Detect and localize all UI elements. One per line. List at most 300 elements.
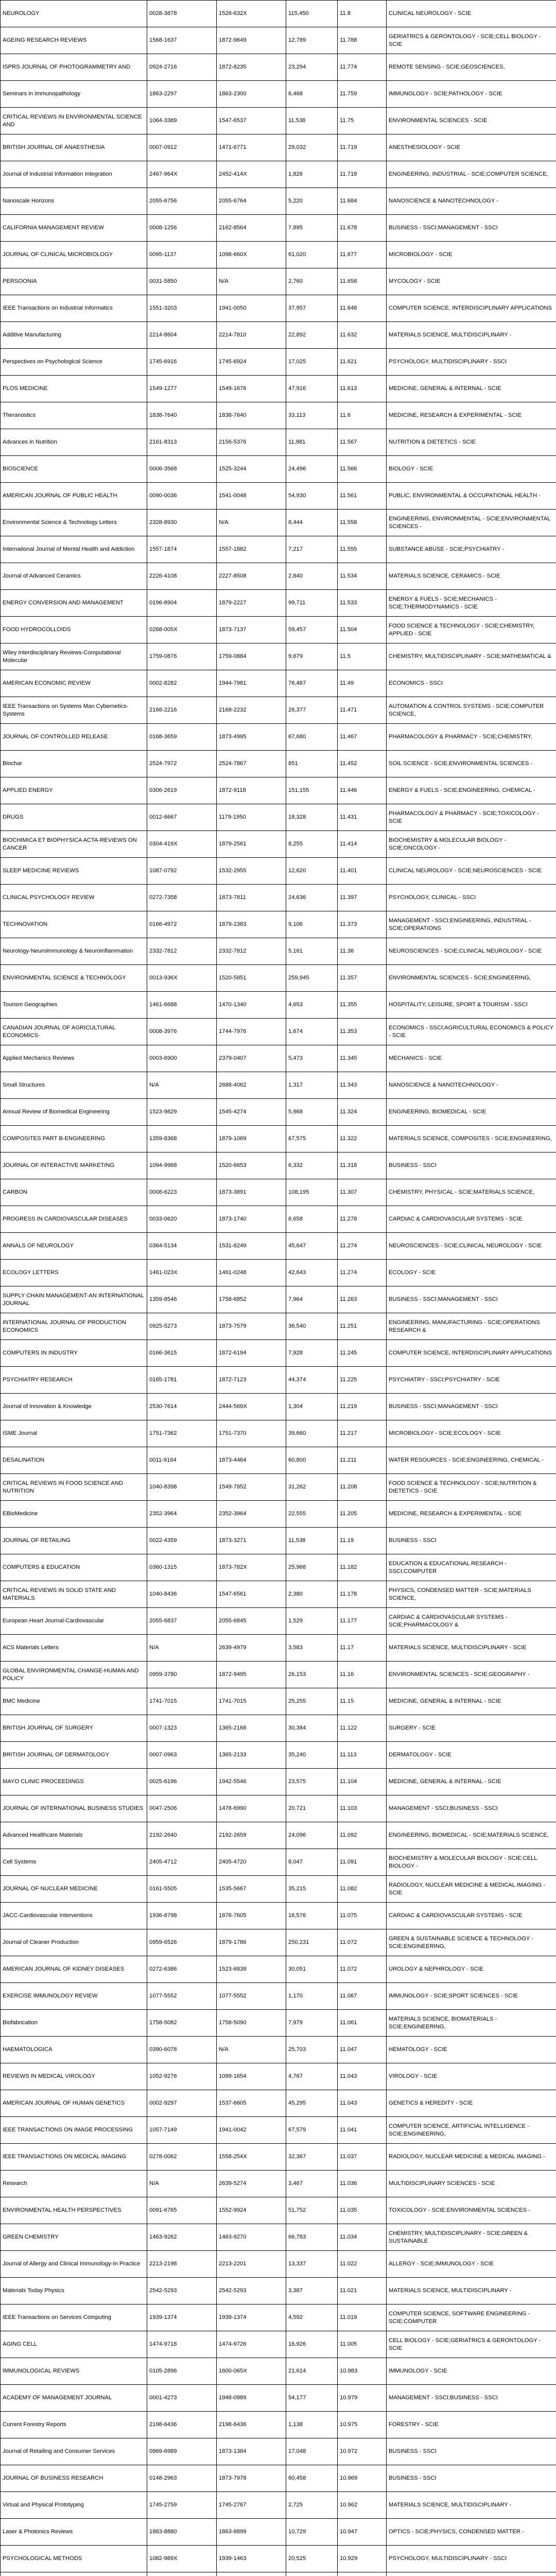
issn-cell-text: 0306-2619 bbox=[149, 787, 214, 794]
issn-cell-text: 0390-6078 bbox=[149, 2046, 214, 2054]
issn-cell-text: 0091-6765 bbox=[149, 2207, 214, 2214]
citations-cell bbox=[286, 1769, 338, 1795]
categories-cell bbox=[387, 590, 556, 617]
impact-factor-cell bbox=[338, 1822, 387, 1849]
impact-factor-cell-text: 11.103 bbox=[340, 1805, 384, 1812]
citations-cell bbox=[286, 2197, 338, 2224]
issn-cell bbox=[147, 1715, 217, 1742]
citations-cell-text: 25,703 bbox=[288, 2046, 335, 2054]
impact-factor-cell-text: 11.355 bbox=[340, 1001, 384, 1009]
journal-name-cell bbox=[1, 215, 147, 242]
journal-name-cell bbox=[1, 1715, 147, 1742]
citations-cell-text: 35,240 bbox=[288, 1751, 335, 1759]
categories-cell bbox=[387, 1608, 556, 1635]
eissn-cell-text: 1098-660X bbox=[219, 251, 284, 259]
journal-name-cell-text: BIOSCIENCE bbox=[3, 465, 145, 473]
impact-factor-cell-text: 11.678 bbox=[340, 224, 384, 232]
table-row bbox=[1, 1099, 556, 1126]
categories-cell bbox=[387, 724, 556, 751]
issn-cell-text: 2524-7972 bbox=[149, 760, 214, 768]
issn-cell bbox=[147, 1394, 217, 1420]
issn-cell bbox=[147, 1420, 217, 1447]
categories-cell-text: VIROLOGY - SCIE bbox=[389, 2073, 554, 2080]
categories-cell bbox=[387, 81, 556, 108]
issn-cell-text: 0272-6386 bbox=[149, 1965, 214, 1973]
journal-name-cell bbox=[1, 2278, 147, 2304]
citations-cell bbox=[286, 2144, 338, 2171]
issn-cell-text: 1939-1374 bbox=[149, 2314, 214, 2321]
journal-name-cell-text: AMERICAN JOURNAL OF KIDNEY DISEASES bbox=[3, 1965, 145, 1973]
journal-name-cell-text: Laser & Photonics Reviews bbox=[3, 2528, 145, 2536]
citations-cell-text: 45,647 bbox=[288, 1242, 335, 1250]
impact-factor-cell-text: 11.035 bbox=[340, 2207, 384, 2214]
eissn-cell bbox=[217, 1742, 286, 1769]
table-row bbox=[1, 1260, 556, 1286]
citations-cell-text: 24,496 bbox=[288, 465, 335, 473]
eissn-cell bbox=[217, 1019, 286, 1045]
categories-cell bbox=[387, 1822, 556, 1849]
journal-name-cell-text: CANADIAN JOURNAL OF AGRICULTURAL ECONOMICS- bbox=[3, 1024, 145, 1040]
citations-cell bbox=[286, 1072, 338, 1099]
issn-cell-text: 2467-964X bbox=[149, 171, 214, 178]
table-row bbox=[1, 1233, 556, 1260]
eissn-cell-text: 1461-0248 bbox=[219, 1269, 284, 1277]
issn-cell bbox=[147, 1179, 217, 1206]
impact-factor-cell-text: 11.113 bbox=[340, 1751, 384, 1759]
categories-cell-text: IMMUNOLOGY - SCIE bbox=[389, 2367, 554, 2375]
citations-cell-text: 4,767 bbox=[288, 2073, 335, 2080]
issn-cell-text: 1461-023X bbox=[149, 1269, 214, 1277]
issn-cell bbox=[147, 2090, 217, 2117]
categories-cell bbox=[387, 1688, 556, 1715]
categories-cell-text: ENGINEERING, ENVIRONMENTAL - SCIE;ENVIRONMENTAL SCIENCES - bbox=[389, 515, 554, 531]
eissn-cell-text: 1365-2168 bbox=[219, 1724, 284, 1732]
issn-cell bbox=[147, 1367, 217, 1394]
impact-factor-cell-text: 11.274 bbox=[340, 1269, 384, 1277]
issn-cell bbox=[147, 2063, 217, 2090]
impact-factor-cell-text: 11.022 bbox=[340, 2260, 384, 2268]
citations-cell-text: 22,892 bbox=[288, 331, 335, 339]
table-row bbox=[1, 938, 556, 965]
table-row bbox=[1, 992, 556, 1019]
eissn-cell bbox=[217, 804, 286, 831]
eissn-cell bbox=[217, 1581, 286, 1608]
impact-factor-cell bbox=[338, 134, 387, 161]
table-row bbox=[1, 2144, 556, 2171]
citations-cell-text: 59,457 bbox=[288, 626, 335, 634]
journal-name-cell bbox=[1, 617, 147, 643]
categories-cell bbox=[387, 1313, 556, 1340]
eissn-cell-text: 1873-7978 bbox=[219, 2475, 284, 2482]
citations-cell bbox=[286, 2572, 338, 2576]
issn-cell-text: 0168-3659 bbox=[149, 733, 214, 741]
impact-factor-cell-text: 11.15 bbox=[340, 1698, 384, 1705]
citations-cell bbox=[286, 2010, 338, 2037]
impact-factor-cell-text: 11.043 bbox=[340, 2099, 384, 2107]
citations-cell bbox=[286, 1045, 338, 1072]
issn-cell-text: 1082-989X bbox=[149, 2555, 214, 2563]
journal-name-cell bbox=[1, 2331, 147, 2358]
table-row bbox=[1, 1795, 556, 1822]
journal-name-cell bbox=[1, 402, 147, 429]
citations-cell bbox=[286, 1528, 338, 1554]
categories-cell bbox=[387, 2438, 556, 2465]
issn-cell-text: 0924-2716 bbox=[149, 63, 214, 71]
table-row bbox=[1, 751, 556, 777]
citations-cell bbox=[286, 938, 338, 965]
table-row bbox=[1, 965, 556, 992]
journal-name-cell-text: Virtual and Physical Prototyping bbox=[3, 2501, 145, 2509]
eissn-cell bbox=[217, 54, 286, 81]
eissn-cell-text: 2168-2232 bbox=[219, 706, 284, 714]
citations-cell bbox=[286, 670, 338, 697]
issn-cell bbox=[147, 670, 217, 697]
eissn-cell bbox=[217, 1420, 286, 1447]
issn-cell bbox=[147, 1929, 217, 1956]
impact-factor-cell-text: 11.467 bbox=[340, 733, 384, 741]
citations-cell-text: 10,729 bbox=[288, 2528, 335, 2536]
journal-name-cell bbox=[1, 2519, 147, 2546]
eissn-cell-text: 1758-6852 bbox=[219, 1296, 284, 1303]
eissn-cell bbox=[217, 777, 286, 804]
categories-cell-text: PHARMACOLOGY & PHARMACY - SCIE;TOXICOLOGY - SCIE bbox=[389, 810, 554, 825]
categories-cell-text: MEDICINE, RESEARCH & EXPERIMENTAL - SCIE bbox=[389, 1510, 554, 1518]
table-row bbox=[1, 1072, 556, 1099]
issn-cell bbox=[147, 1554, 217, 1581]
issn-cell bbox=[147, 1876, 217, 1903]
eissn-cell bbox=[217, 2251, 286, 2278]
journal-name-cell bbox=[1, 1581, 147, 1608]
impact-factor-cell bbox=[338, 1795, 387, 1822]
eissn-cell bbox=[217, 2224, 286, 2251]
impact-factor-cell bbox=[338, 2278, 387, 2304]
eissn-cell bbox=[217, 2519, 286, 2546]
issn-cell bbox=[147, 885, 217, 911]
issn-cell-text: 2226-4108 bbox=[149, 572, 214, 580]
journal-name-cell bbox=[1, 1876, 147, 1903]
journal-name-cell-text: BIOCHIMICA ET BIOPHYSICA ACTA-REVIEWS ON CANCER bbox=[3, 837, 145, 852]
citations-cell-text: 67,579 bbox=[288, 2126, 335, 2134]
citations-cell bbox=[286, 456, 338, 483]
journal-name-cell-text: Research bbox=[3, 2180, 145, 2188]
categories-cell bbox=[387, 1501, 556, 1528]
table-row bbox=[1, 2331, 556, 2358]
impact-factor-cell bbox=[338, 1608, 387, 1635]
table-row bbox=[1, 1474, 556, 1501]
issn-cell-text: 1094-9968 bbox=[149, 1162, 214, 1170]
issn-cell bbox=[147, 724, 217, 751]
categories-cell-text: MEDICINE, GENERAL & INTERNAL - SCIE bbox=[389, 1698, 554, 1705]
eissn-cell-text: 1470-1340 bbox=[219, 1001, 284, 1009]
eissn-cell-text: 2156-5376 bbox=[219, 438, 284, 446]
categories-cell bbox=[387, 134, 556, 161]
categories-cell bbox=[387, 1635, 556, 1662]
categories-cell bbox=[387, 777, 556, 804]
journal-name-cell-text: ISPRS JOURNAL OF PHOTOGRAMMETRY AND bbox=[3, 63, 145, 71]
issn-cell bbox=[147, 134, 217, 161]
issn-cell-text: 1568-1637 bbox=[149, 37, 214, 44]
citations-cell bbox=[286, 2251, 338, 2278]
impact-factor-cell bbox=[338, 643, 387, 670]
categories-cell bbox=[387, 1795, 556, 1822]
table-row bbox=[1, 1581, 556, 1608]
eissn-cell-text: 2198-6436 bbox=[219, 2421, 284, 2429]
journal-name-cell bbox=[1, 1956, 147, 1983]
eissn-cell bbox=[217, 134, 286, 161]
journal-name-cell-text: IMMUNOLOGICAL REVIEWS bbox=[3, 2367, 145, 2375]
table-row bbox=[1, 1688, 556, 1715]
citations-cell-text: 5,161 bbox=[288, 947, 335, 955]
categories-cell-text: FOOD SCIENCE & TECHNOLOGY - SCIE;NUTRITION & DIETETICS - SCIE bbox=[389, 1480, 554, 1495]
citations-cell-text: 42,643 bbox=[288, 1269, 335, 1277]
eissn-cell bbox=[217, 2090, 286, 2117]
impact-factor-cell bbox=[338, 1126, 387, 1153]
categories-cell bbox=[387, 2385, 556, 2412]
table-row bbox=[1, 1662, 556, 1688]
journal-name-cell bbox=[1, 483, 147, 510]
journal-name-cell bbox=[1, 81, 147, 108]
citations-cell bbox=[286, 590, 338, 617]
citations-cell bbox=[286, 2546, 338, 2572]
journal-name-cell-text: CRITICAL REVIEWS IN FOOD SCIENCE AND NUTRITION bbox=[3, 1480, 145, 1495]
impact-factor-cell-text: 11.037 bbox=[340, 2153, 384, 2161]
impact-factor-cell-text: 11.632 bbox=[340, 331, 384, 339]
journal-name-cell-text: Biochar bbox=[3, 760, 145, 768]
citations-cell-text: 47,916 bbox=[288, 385, 335, 393]
citations-cell bbox=[286, 161, 338, 188]
journal-name-cell-text: ENVIRONMENTAL HEALTH PERSPECTIVES bbox=[3, 2207, 145, 2214]
impact-factor-cell bbox=[338, 2010, 387, 2037]
eissn-cell-text: 1549-7852 bbox=[219, 1483, 284, 1491]
categories-cell bbox=[387, 1929, 556, 1956]
impact-factor-cell bbox=[338, 2197, 387, 2224]
issn-cell bbox=[147, 617, 217, 643]
issn-cell-text: 0013-936X bbox=[149, 974, 214, 982]
citations-cell-text: 8,444 bbox=[288, 519, 335, 527]
categories-cell bbox=[387, 2037, 556, 2063]
categories-cell-text: CLINICAL NEUROLOGY - SCIE bbox=[389, 10, 554, 18]
journal-name-cell-text: Tourism Geographies bbox=[3, 1001, 145, 1009]
table-row bbox=[1, 1554, 556, 1581]
impact-factor-cell bbox=[338, 1340, 387, 1367]
table-row bbox=[1, 1394, 556, 1420]
categories-cell-text: SURGERY - SCIE bbox=[389, 1724, 554, 1732]
impact-factor-cell-text: 11.041 bbox=[340, 2126, 384, 2134]
impact-factor-cell bbox=[338, 804, 387, 831]
citations-cell-text: 6,332 bbox=[288, 1162, 335, 1170]
impact-factor-cell bbox=[338, 1447, 387, 1474]
journal-name-cell-text: PLOS MEDICINE bbox=[3, 385, 145, 393]
table-row bbox=[1, 590, 556, 617]
table-row bbox=[1, 536, 556, 563]
issn-cell bbox=[147, 2197, 217, 2224]
categories-cell-text: OPTICS - SCIE;PHYSICS, CONDENSED MATTER - bbox=[389, 2528, 554, 2536]
journal-name-cell bbox=[1, 2412, 147, 2438]
journal-name-cell-text: Theranostics bbox=[3, 412, 145, 419]
journal-name-cell bbox=[1, 992, 147, 1019]
journal-name-cell bbox=[1, 349, 147, 376]
citations-cell bbox=[286, 510, 338, 536]
categories-cell-text: BUSINESS - SSCI;MANAGEMENT - SSCI bbox=[389, 224, 554, 232]
categories-cell bbox=[387, 1126, 556, 1153]
categories-cell-text: BIOCHEMISTRY & MOLECULAR BIOLOGY - SCIE;CELL BIOLOGY - bbox=[389, 1855, 554, 1870]
journal-name-cell-text: ECOLOGY LETTERS bbox=[3, 1269, 145, 1277]
impact-factor-cell-text: 11.431 bbox=[340, 814, 384, 821]
categories-cell-text: ENGINEERING, INDUSTRIAL - SCIE;COMPUTER SCIENCE, bbox=[389, 171, 554, 178]
table-row bbox=[1, 1635, 556, 1662]
eissn-cell bbox=[217, 1983, 286, 2010]
issn-cell-text: 0002-8282 bbox=[149, 680, 214, 687]
issn-cell-text: 0278-0062 bbox=[149, 2153, 214, 2161]
eissn-cell bbox=[217, 2465, 286, 2492]
journal-name-cell-text: PROGRESS IN CARDIOVASCULAR DISEASES bbox=[3, 1215, 145, 1223]
eissn-cell-text: 1535-5667 bbox=[219, 1885, 284, 1893]
journal-name-cell bbox=[1, 108, 147, 134]
citations-cell bbox=[286, 2385, 338, 2412]
eissn-cell-text: 2352-3964 bbox=[219, 1510, 284, 1518]
impact-factor-cell bbox=[338, 215, 387, 242]
issn-cell-text: 1523-9829 bbox=[149, 1108, 214, 1116]
impact-factor-cell-text: 11.19 bbox=[340, 1537, 384, 1545]
categories-cell-text: PUBLIC, ENVIRONMENTAL & OCCUPATIONAL HEALTH - bbox=[389, 492, 554, 500]
issn-cell bbox=[147, 215, 217, 242]
eissn-cell bbox=[217, 2546, 286, 2572]
impact-factor-cell-text: 11.278 bbox=[340, 1215, 384, 1223]
categories-cell-text: MATERIALS SCIENCE, MULTIDISCIPLINARY - bbox=[389, 2287, 554, 2295]
journal-name-cell-text: ENVIRONMENTAL SCIENCE & TECHNOLOGY bbox=[3, 974, 145, 982]
issn-cell bbox=[147, 2117, 217, 2144]
issn-cell-text: 0959-3780 bbox=[149, 1671, 214, 1679]
journal-name-cell-text: JOURNAL OF CONTROLLED RELEASE bbox=[3, 733, 145, 741]
issn-cell-text: 0360-1315 bbox=[149, 1564, 214, 1571]
table-row bbox=[1, 402, 556, 429]
eissn-cell bbox=[217, 1206, 286, 1233]
eissn-cell bbox=[217, 563, 286, 590]
issn-cell-text: 0031-5850 bbox=[149, 278, 214, 285]
eissn-cell-text: 1531-8249 bbox=[219, 1242, 284, 1250]
journal-name-cell-text: Current Forestry Reports bbox=[3, 2421, 145, 2429]
impact-factor-cell bbox=[338, 2572, 387, 2576]
impact-factor-cell-text: 11.397 bbox=[340, 894, 384, 902]
citations-cell bbox=[286, 1126, 338, 1153]
table-row bbox=[1, 2197, 556, 2224]
journal-name-cell bbox=[1, 161, 147, 188]
impact-factor-cell-text: 11.452 bbox=[340, 760, 384, 768]
impact-factor-cell-text: 11.082 bbox=[340, 1885, 384, 1893]
journal-name-cell-text: Annual Review of Biomedical Engineering bbox=[3, 1108, 145, 1116]
categories-cell-text: BUSINESS - SSCI bbox=[389, 2475, 554, 2482]
impact-factor-cell-text: 11.357 bbox=[340, 974, 384, 982]
citations-cell bbox=[286, 2492, 338, 2519]
eissn-cell-text: 1873-3891 bbox=[219, 1189, 284, 1196]
citations-cell bbox=[286, 1019, 338, 1045]
impact-factor-cell bbox=[338, 2063, 387, 2090]
impact-factor-cell-text: 11.225 bbox=[340, 1376, 384, 1384]
journal-name-cell bbox=[1, 510, 147, 536]
issn-cell-text: 2213-2198 bbox=[149, 2260, 214, 2268]
categories-cell-text: AUTOMATION & CONTROL SYSTEMS - SCIE;COMPUTER SCIENCE, bbox=[389, 703, 554, 718]
impact-factor-cell-text: 11.072 bbox=[340, 1939, 384, 1946]
impact-factor-cell-text: 11.677 bbox=[340, 251, 384, 259]
eissn-cell-text: 1759-0884 bbox=[219, 653, 284, 660]
impact-factor-cell bbox=[338, 2385, 387, 2412]
citations-cell bbox=[286, 2278, 338, 2304]
eissn-cell-text: 2192-2659 bbox=[219, 1832, 284, 1839]
categories-cell-text: MECHANICS - SCIE bbox=[389, 1055, 554, 1062]
table-row bbox=[1, 1286, 556, 1313]
eissn-cell bbox=[217, 1608, 286, 1635]
eissn-cell-text: 1478-6990 bbox=[219, 1805, 284, 1812]
journal-name-cell-text: BRITISH JOURNAL OF SURGERY bbox=[3, 1724, 145, 1732]
eissn-cell bbox=[217, 1, 286, 27]
journal-name-cell bbox=[1, 322, 147, 349]
issn-cell-text: 1549-1277 bbox=[149, 385, 214, 393]
categories-cell-text: BUSINESS - SSCI;MANAGEMENT - SSCI bbox=[389, 1296, 554, 1303]
categories-cell bbox=[387, 1367, 556, 1394]
categories-cell bbox=[387, 1662, 556, 1688]
citations-cell bbox=[286, 643, 338, 670]
journal-name-cell-text: Advances in Nutrition bbox=[3, 438, 145, 446]
impact-factor-cell-text: 11.322 bbox=[340, 1135, 384, 1143]
categories-cell-text: ENGINEERING, MANUFACTURING - SCIE;OPERATIONS RESEARCH & bbox=[389, 1319, 554, 1334]
citations-cell bbox=[286, 2171, 338, 2197]
impact-factor-cell bbox=[338, 617, 387, 643]
impact-factor-cell-text: 11.178 bbox=[340, 1590, 384, 1598]
categories-cell bbox=[387, 349, 556, 376]
citations-cell bbox=[286, 2063, 338, 2090]
impact-factor-cell bbox=[338, 1367, 387, 1394]
citations-cell-text: 5,968 bbox=[288, 1108, 335, 1116]
issn-cell bbox=[147, 268, 217, 295]
journal-name-cell-text: BMC Medicine bbox=[3, 1698, 145, 1705]
impact-factor-cell bbox=[338, 1420, 387, 1447]
journal-name-cell-text: AMERICAN ECONOMIC REVIEW bbox=[3, 680, 145, 687]
issn-cell bbox=[147, 1153, 217, 1179]
citations-cell bbox=[286, 777, 338, 804]
citations-cell bbox=[286, 1929, 338, 1956]
journal-name-cell bbox=[1, 54, 147, 81]
eissn-cell bbox=[217, 1394, 286, 1420]
categories-cell bbox=[387, 2519, 556, 2546]
impact-factor-cell-text: 11.036 bbox=[340, 2180, 384, 2188]
impact-factor-cell-text: 11.648 bbox=[340, 304, 384, 312]
journal-name-cell bbox=[1, 376, 147, 402]
citations-cell bbox=[286, 2438, 338, 2465]
journal-name-cell-text: EBioMedicine bbox=[3, 1510, 145, 1518]
issn-cell bbox=[147, 777, 217, 804]
categories-cell-text: ECONOMICS - SSCI;AGRICULTURAL ECONOMICS & POLICY - SCIE bbox=[389, 1024, 554, 1040]
impact-factor-cell bbox=[338, 751, 387, 777]
impact-factor-cell-text: 11.504 bbox=[340, 626, 384, 634]
categories-cell bbox=[387, 2251, 556, 2278]
issn-cell bbox=[147, 108, 217, 134]
categories-cell bbox=[387, 2465, 556, 2492]
citations-cell-text: 3,583 bbox=[288, 1644, 335, 1652]
journal-name-cell bbox=[1, 1474, 147, 1501]
table-row bbox=[1, 161, 556, 188]
journal-name-cell-text: NEUROLOGY bbox=[3, 10, 145, 18]
issn-cell bbox=[147, 429, 217, 456]
journal-name-cell-text: Environmental Science & Technology Letters bbox=[3, 519, 145, 527]
citations-cell-text: 250,231 bbox=[288, 1939, 335, 1946]
issn-cell bbox=[147, 590, 217, 617]
eissn-cell-text: 1939-1463 bbox=[219, 2555, 284, 2563]
citations-cell bbox=[286, 1983, 338, 2010]
eissn-cell-text: N/A bbox=[219, 278, 284, 285]
issn-cell-text: 0166-3615 bbox=[149, 1349, 214, 1357]
eissn-cell bbox=[217, 670, 286, 697]
citations-cell-text: 9,106 bbox=[288, 921, 335, 928]
